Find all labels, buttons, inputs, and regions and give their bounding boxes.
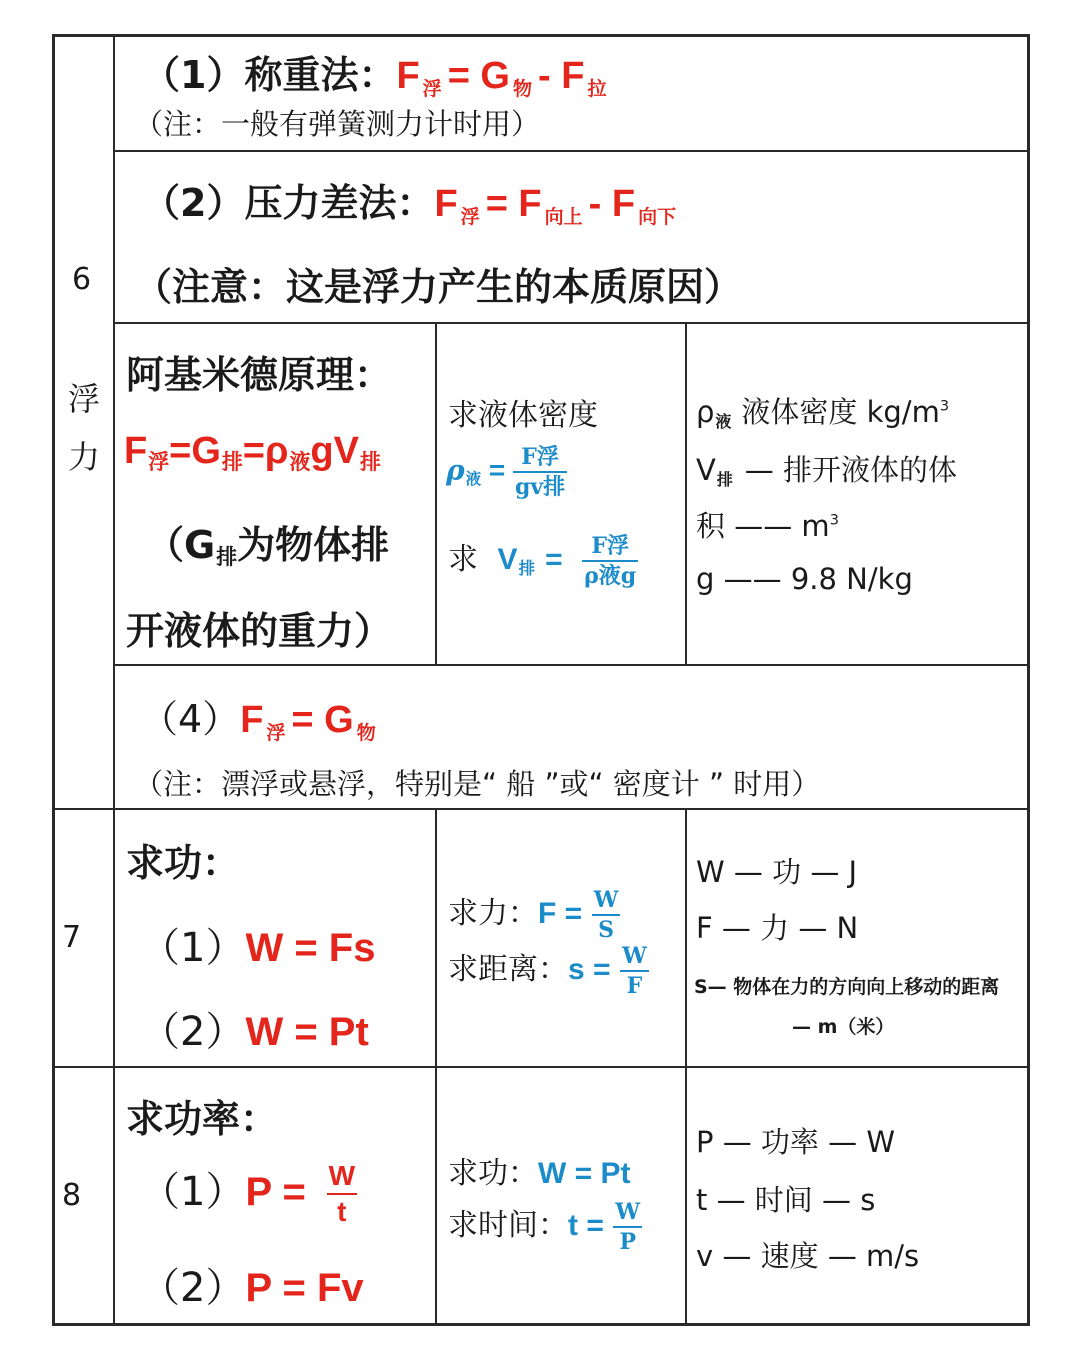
column-divider-a1 bbox=[435, 322, 437, 666]
archimedes-title: 阿基米德原理： bbox=[126, 353, 393, 397]
distance-fraction: $\frac{W}{F}$ bbox=[622, 942, 647, 999]
section-6-number: 6 bbox=[72, 262, 92, 297]
work-formula-2: （2）W = Pt bbox=[140, 1009, 369, 1055]
power-unit-v: v — 速度 — m/s bbox=[696, 1239, 920, 1273]
section-8-number: 8 bbox=[62, 1178, 82, 1213]
column-divider-a2 bbox=[435, 808, 437, 1325]
volume-fraction: $\frac{\text{F浮}}{\text{ρ液g}}$ bbox=[584, 532, 637, 589]
volume-formula: 求 $V_排$ = $\frac{\text{F浮}}{\text{ρ液g}}$ bbox=[448, 532, 637, 589]
row2-label: （2）压力差法： bbox=[142, 181, 435, 225]
row4-formula: （4）F $_浮$ = G $_物$ bbox=[140, 697, 376, 744]
unit-volume-cont: 积 —— $m^3$ bbox=[696, 509, 839, 543]
row2-note: （注意：这是浮力产生的本质原因） bbox=[134, 265, 743, 309]
distance-formula: 求距离：s = $\frac{W}{F}$ bbox=[448, 942, 647, 999]
work-formula-1: （1）W = Fs bbox=[140, 925, 376, 971]
table-border-left bbox=[52, 34, 55, 1326]
unit-volume: $V_排$ — 排开液体的体 bbox=[696, 453, 958, 489]
row1-note: （注：一般有弹簧测力计时用） bbox=[134, 107, 541, 141]
row-divider-3 bbox=[113, 664, 1029, 666]
power-work-formula: 求功：W = Pt bbox=[448, 1156, 631, 1191]
section-divider-7-8 bbox=[52, 1066, 1030, 1068]
work-unit-s-cont: — m（米） bbox=[792, 1016, 895, 1038]
power-unit-p: P — 功率 — W bbox=[696, 1125, 896, 1159]
table-border-right bbox=[1027, 34, 1030, 1326]
row2-formula: （2）压力差法：F $_浮$ = F $_{向上}$ - F $_{向下}$ bbox=[142, 181, 677, 228]
column-divider-b1 bbox=[685, 322, 687, 666]
unit-gravity: g —— 9.8 N/kg bbox=[696, 562, 913, 596]
number-column-divider bbox=[113, 34, 115, 1326]
density-formula: $\rho_液$ = $\frac{\text{F浮}}{\text{gv排}}$ bbox=[446, 444, 566, 500]
power-title: 求功率： bbox=[126, 1097, 279, 1141]
force-fraction: $\frac{W}{S}$ bbox=[593, 886, 619, 943]
section-7-number: 7 bbox=[62, 920, 82, 955]
unit-density: $\rho_液$ 液体密度 $kg/m^3$ bbox=[696, 395, 950, 431]
power-fraction: $\frac{W}{t}$ bbox=[328, 1160, 356, 1227]
row4-label: （4） bbox=[140, 697, 241, 741]
row-divider-1 bbox=[113, 150, 1029, 152]
power-unit-t: t — 时间 — s bbox=[696, 1183, 876, 1217]
density-fraction: $\frac{\text{F浮}}{\text{gv排}}$ bbox=[514, 444, 566, 500]
section-6-title-char-1: 浮 bbox=[68, 380, 101, 418]
column-divider-b2 bbox=[685, 808, 687, 1325]
table-border-bottom bbox=[52, 1323, 1030, 1326]
density-title: 求液体密度 bbox=[448, 398, 598, 433]
table-border-top bbox=[52, 34, 1030, 37]
power-formula-2: （2）P = Fv bbox=[140, 1265, 364, 1311]
section-divider-6-7 bbox=[52, 808, 1030, 810]
power-formula-1: （1）P = $\frac{W}{t}$ bbox=[140, 1160, 356, 1227]
row-divider-2 bbox=[113, 322, 1029, 324]
force-formula: 求力：F = $\frac{W}{S}$ bbox=[448, 886, 619, 943]
archimedes-note-line1: （$G_排$为物体排 bbox=[146, 523, 390, 570]
work-unit-w: W — 功 — J bbox=[696, 855, 858, 889]
section-6-title-char-2: 力 bbox=[68, 438, 101, 476]
work-unit-s: S— 物体在力的方向向上移动的距离 bbox=[694, 976, 1000, 998]
time-fraction: $\frac{W}{P}$ bbox=[615, 1198, 641, 1255]
row1-label: （1）称重法： bbox=[142, 53, 397, 97]
row1-formula: （1）称重法：F $_浮$ = G $_物$ - F $_拉$ bbox=[142, 53, 607, 100]
work-unit-f: F — 力 — N bbox=[696, 911, 859, 945]
archimedes-formula: $F_浮=G_排=\rho_液gV_排$ bbox=[124, 430, 381, 475]
row4-note: （注：漂浮或悬浮，特别是“ 船 ”或“ 密度计 ” 时用） bbox=[134, 767, 821, 801]
work-title: 求功： bbox=[126, 841, 241, 885]
archimedes-note-line2: 开液体的重力） bbox=[126, 609, 393, 653]
time-formula: 求时间：t = $\frac{W}{P}$ bbox=[448, 1198, 641, 1255]
